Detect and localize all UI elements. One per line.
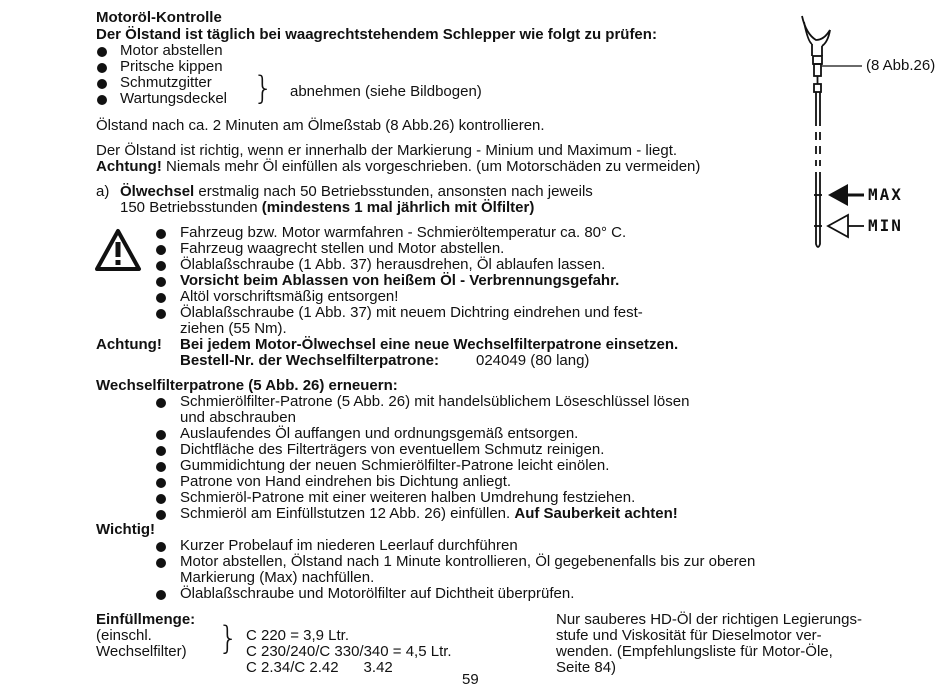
bullet-icon [97, 79, 107, 89]
brace-note: abnehmen (siehe Bildbogen) [290, 83, 482, 100]
oil-note-line: wenden. (Empfehlungsliste für Motor-Öle, [556, 643, 833, 660]
fill-value: C 220 = 3,9 Ltr. [246, 627, 349, 644]
section-title-important: Wichtig! [96, 521, 156, 538]
min-label: MIN [868, 216, 903, 235]
bullet-icon [156, 293, 166, 303]
bullet-icon [156, 398, 166, 408]
fill-value: C 2.34/C 2.42 3.42 [246, 659, 393, 676]
list-item: Auslaufendes Öl auffangen und ordnungsgemäß entsorgen. [180, 425, 579, 442]
list-item: Schmutzgitter [120, 74, 212, 91]
order-number-label: Bestell-Nr. der Wechselfilterpatrone: [180, 352, 439, 369]
oil-change-title: Ölwechsel [120, 183, 195, 200]
bullet-icon [156, 430, 166, 440]
bullet-icon [156, 446, 166, 456]
fill-title: Einfüllmenge: [96, 611, 196, 628]
list-item-continuation: ziehen (55 Nm). [180, 320, 287, 337]
brace-icon: } [253, 69, 274, 107]
brace-icon: } [218, 619, 239, 657]
bullet-icon [156, 590, 166, 600]
bullet-icon [97, 63, 107, 73]
list-item: Fahrzeug waagrecht stellen und Motor abstellen. [180, 240, 505, 257]
oil-change-line-1 [120, 184, 593, 200]
warning-text: Niemals mehr Öl einfüllen als vorgeschrieben. (um Motorschäden zu vermeiden) [161, 158, 701, 175]
attention-text: Bei jedem Motor-Ölwechsel eine neue Wechselfilterpatrone einsetzen. [180, 336, 679, 353]
min-arrow-icon [828, 215, 848, 237]
list-item: Dichtfläche des Filterträgers von eventuellem Schmutz reinigen. [180, 441, 605, 458]
bullet-icon [156, 510, 166, 520]
oil-change-interval: erstmalig nach 50 Betriebsstunden, ansonsten nach jeweils [194, 183, 593, 200]
oil-change-hours: 150 Betriebsstunden [120, 199, 262, 216]
list-item: Schmieröl-Patrone mit einer weiteren halben Umdrehung festziehen. [180, 489, 636, 506]
order-number: 024049 (80 lang) [476, 352, 590, 369]
bullet-icon [156, 462, 166, 472]
bullet-icon [156, 277, 166, 287]
warning-triangle-icon [94, 228, 142, 272]
oil-note-line: Nur sauberes HD-Öl der richtigen Legierungs- [556, 611, 862, 628]
warning-label: Achtung! [96, 158, 162, 175]
fill-label-1: (einschl. [96, 627, 152, 644]
list-item: Vorsicht beim Ablassen von heißem Öl - Verbrennungsgefahr. [180, 272, 620, 289]
list-item: Gummidichtung der neuen Schmierölfilter-Patrone leicht einölen. [180, 457, 610, 474]
attention-label: Achtung! [96, 336, 162, 353]
list-item: Ölablaßschraube (1 Abb. 37) herausdrehen, Öl ablaufen lassen. [180, 256, 606, 273]
bullet-icon [156, 494, 166, 504]
bullet-icon [156, 261, 166, 271]
list-item: Ölablaßschraube und Motorölfilter auf Dichtheit überprüfen. [180, 585, 575, 602]
oil-change-marker: a) [96, 183, 110, 200]
bullet-icon [156, 478, 166, 488]
oil-change-yearly: (mindestens 1 mal jährlich mit Ölfilter) [261, 199, 535, 216]
list-item: Motor abstellen, Ölstand nach 1 Minute kontrollieren, Öl gegebenenfalls bis zur oberen [180, 553, 756, 570]
bullet-icon [97, 47, 107, 57]
list-item: Ölablaßschraube (1 Abb. 37) mit neuem Dichtring eindrehen und fest- [180, 304, 643, 321]
bullet-icon [97, 95, 107, 105]
oil-change-line-2 [120, 200, 534, 216]
bullet-icon [156, 229, 166, 239]
max-label: MAX [868, 185, 903, 204]
section-title-oil-check: Motoröl-Kontrolle [96, 9, 222, 26]
bullet-icon [156, 309, 166, 319]
list-item: Motor abstellen [120, 42, 223, 59]
check-text: Ölstand nach ca. 2 Minuten am Ölmeßstab (8 Abb.26) kontrollieren. [96, 117, 545, 134]
oil-check-subtitle: Der Ölstand ist täglich bei waagrechtstehendem Schlepper wie folgt zu prüfen: [96, 26, 657, 43]
correct-level-text: Der Ölstand ist richtig, wenn er innerhalb der Markierung - Minium und Maximum - liegt. [96, 142, 678, 159]
section-title-filter: Wechselfilterpatrone (5 Abb. 26) erneuern: [96, 377, 398, 394]
fill-value: C 230/240/C 330/340 = 4,5 Ltr. [246, 643, 452, 660]
list-item: Patrone von Hand eindrehen bis Dichtung anliegt. [180, 473, 512, 490]
max-arrow-icon [828, 184, 848, 206]
bullet-icon [156, 558, 166, 568]
oil-note-line: stufe und Viskosität für Dieselmotor ver- [556, 627, 822, 644]
list-item: Schmierölfilter-Patrone (5 Abb. 26) mit handelsüblichem Löseschlüssel lösen [180, 393, 690, 410]
list-item: Wartungsdeckel [120, 90, 227, 107]
list-item [180, 506, 678, 522]
fill-step-text: Schmieröl am Einfüllstutzen 12 Abb. 26) einfüllen. [180, 505, 515, 522]
bullet-icon [156, 245, 166, 255]
warning-line [96, 159, 700, 175]
list-item-continuation: und abschrauben [180, 409, 296, 426]
bullet-icon [156, 542, 166, 552]
list-item: Fahrzeug bzw. Motor warmfahren - Schmieröltemperatur ca. 80° C. [180, 224, 627, 241]
dipstick-callout: (8 Abb.26) [866, 57, 936, 74]
cleanliness-note: Auf Sauberkeit achten! [514, 505, 678, 522]
list-item: Kurzer Probelauf im niederen Leerlauf durchführen [180, 537, 518, 554]
fill-label-2: Wechselfilter) [96, 643, 187, 660]
list-item: Pritsche kippen [120, 58, 223, 75]
list-item-continuation: Markierung (Max) nachfüllen. [180, 569, 375, 586]
list-item: Altöl vorschriftsmäßig entsorgen! [180, 288, 399, 305]
oil-note-line: Seite 84) [556, 659, 617, 676]
page-number: 59 [462, 671, 479, 688]
